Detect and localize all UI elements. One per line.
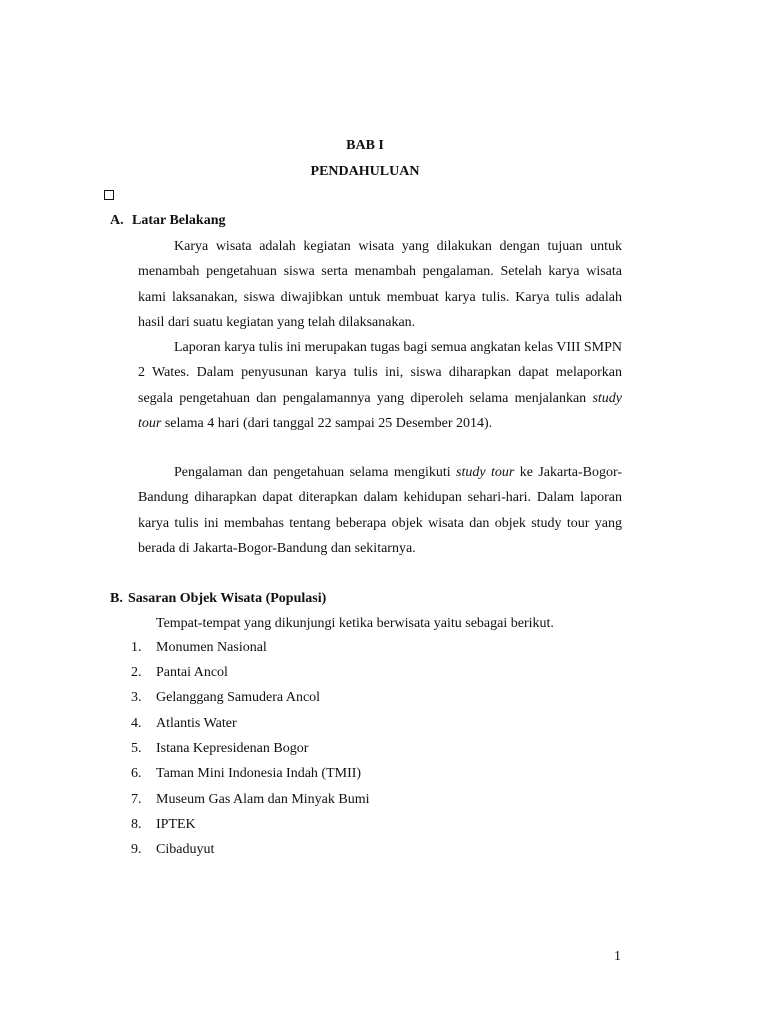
section-b-intro: Tempat-tempat yang dikunjungi ketika berwisata yaitu sebagai berikut. bbox=[156, 616, 554, 631]
section-a-heading bbox=[110, 213, 225, 229]
checkbox-symbol bbox=[104, 190, 114, 200]
section-a-letter: A. bbox=[110, 213, 124, 228]
list-item-number: 3. bbox=[131, 690, 142, 705]
list-item-text: Museum Gas Alam dan Minyak Bumi bbox=[156, 792, 370, 807]
list-item-text: Atlantis Water bbox=[156, 716, 237, 731]
paragraph-2 bbox=[138, 335, 622, 436]
list-item-text: Monumen Nasional bbox=[156, 640, 267, 655]
list-item-number: 6. bbox=[131, 766, 142, 781]
paragraph-3-text-start: Pengalaman dan pengetahuan selama mengikuti bbox=[174, 465, 457, 480]
paragraph-2-text-end: selama 4 hari (dari tanggal 22 sampai 25 Desember 2014). bbox=[161, 415, 493, 431]
section-b-heading bbox=[110, 591, 326, 607]
chapter-title: PENDAHULUAN bbox=[310, 164, 420, 179]
section-b-title: Sasaran Objek Wisata (Populasi) bbox=[128, 591, 327, 606]
list-item-number: 8. bbox=[131, 817, 142, 832]
paragraph-2-text-start: Laporan karya tulis ini merupakan tugas bagi semua angkatan kelas VIII SMPN 2 Wates. Dalam penyusunan karya tulis ini, siswa diharapkan dapat melaporkan segala pengetahuan dan pengalamannya yang diperoleh selama menjalankan bbox=[138, 340, 623, 406]
paragraph-2-italic: study tour bbox=[138, 390, 622, 431]
list-item-text: IPTEK bbox=[156, 817, 196, 832]
list-item-number: 5. bbox=[131, 741, 142, 756]
list-item-number: 1. bbox=[131, 640, 142, 655]
list-item-text: Gelanggang Samudera Ancol bbox=[156, 690, 321, 705]
paragraph-3-italic: study tour bbox=[456, 465, 515, 480]
list-item-number: 7. bbox=[131, 792, 142, 807]
chapter-number: BAB I bbox=[346, 138, 384, 153]
list-item-number: 2. bbox=[131, 665, 142, 680]
list-item-text: Istana Kepresidenan Bogor bbox=[156, 741, 309, 756]
list-item-text: Taman Mini Indonesia Indah (TMII) bbox=[156, 766, 362, 781]
paragraph-3 bbox=[138, 460, 622, 561]
list-item-text: Cibaduyut bbox=[156, 842, 215, 857]
list-item-number: 4. bbox=[131, 716, 142, 731]
list-item-number: 9. bbox=[131, 842, 142, 857]
paragraph-1: Karya wisata adalah kegiatan wisata yang dilakukan dengan tujuan untuk menambah pengetahuan siswa serta menambah pengalaman. Setelah karya wisata kami laksanakan, siswa diwajibkan untuk membuat karya tulis. Karya tulis adalah hasil dari suatu kegiatan yang telah dilaksanakan. bbox=[138, 239, 622, 330]
paragraph-3-text-end: ke Jakarta-Bogor-Bandung diharapkan dapat diterapkan dalam kehidupan sehari-hari. Dalam laporan karya tulis ini membahas tentang beberapa objek wisata dan objek study tour yang berada di Jakarta-Bogor-Bandung dan sekitarnya. bbox=[138, 465, 623, 556]
list-item-text: Pantai Ancol bbox=[156, 665, 228, 680]
page-number: 1 bbox=[614, 949, 621, 964]
section-a-title: Latar Belakang bbox=[132, 213, 226, 228]
section-b-letter: B. bbox=[110, 591, 123, 606]
